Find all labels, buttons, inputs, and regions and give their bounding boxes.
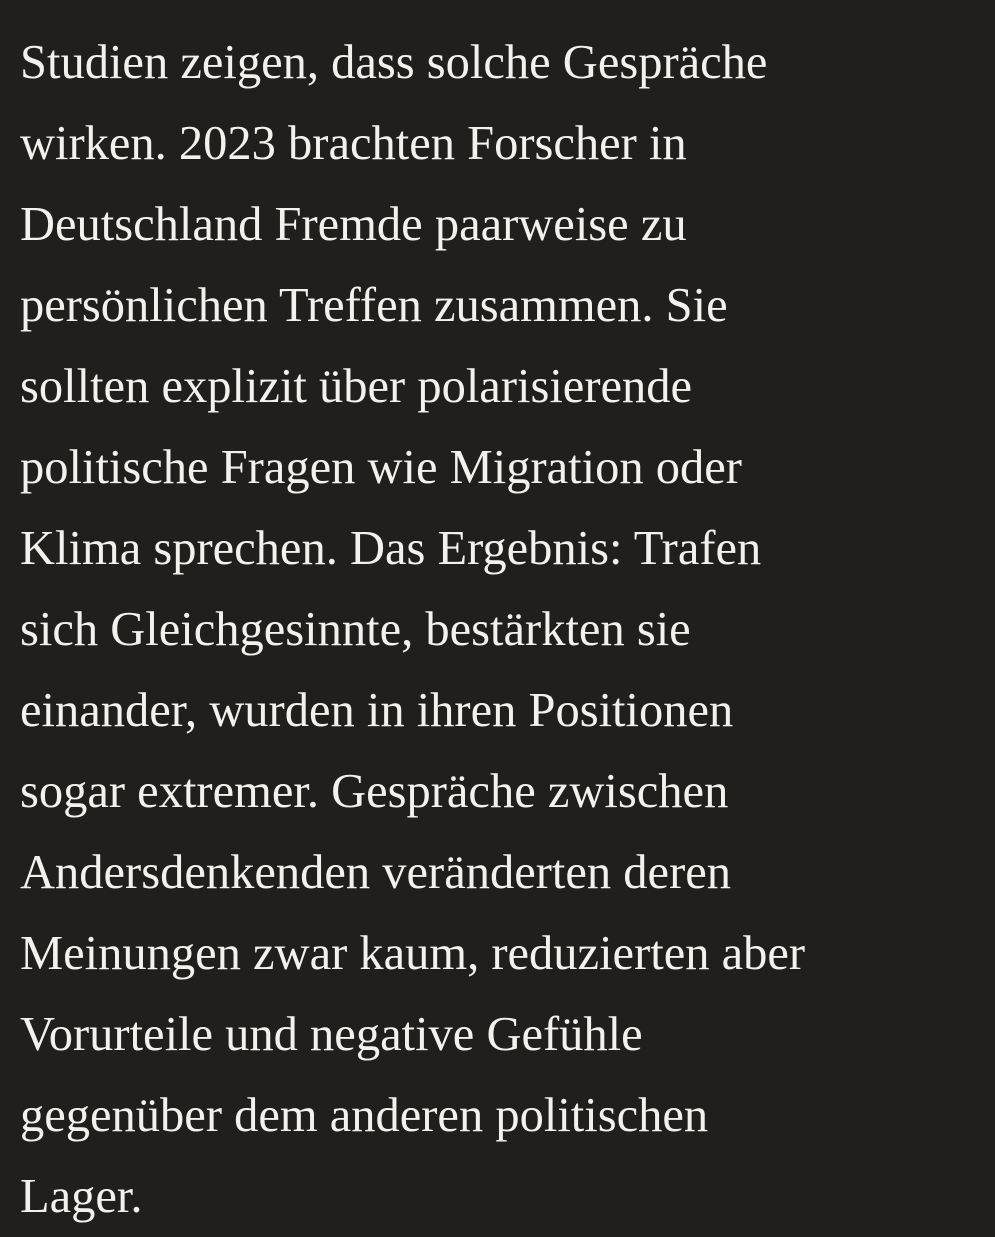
article-paragraph: [20, 22, 985, 1237]
paragraph-line: sich Gleichgesinnte, bestärkten sie: [20, 603, 691, 656]
paragraph-line: sogar extremer. Gespräche zwischen: [20, 765, 729, 818]
paragraph-line: sollten explizit über polarisierende: [20, 360, 693, 413]
paragraph-line: wirken. 2023 brachten Forscher in: [20, 117, 687, 170]
paragraph-line: gegenüber dem anderen politischen: [20, 1089, 709, 1142]
paragraph-line: Deutschland Fremde paarweise zu: [20, 198, 687, 251]
paragraph-line: politische Fragen wie Migration oder: [20, 441, 742, 494]
paragraph-line: Lager.: [20, 1170, 143, 1223]
paragraph-line: Vorurteile und negative Gefühle: [20, 1008, 643, 1061]
paragraph-line: Meinungen zwar kaum, reduzierten aber: [20, 927, 806, 980]
paragraph-line: Klima sprechen. Das Ergebnis: Trafen: [20, 522, 762, 575]
article-body: [20, 22, 985, 1237]
paragraph-line: Andersdenkenden veränderten deren: [20, 846, 731, 899]
paragraph-line: persönlichen Treffen zusammen. Sie: [20, 279, 728, 332]
paragraph-line: Studien zeigen, dass solche Gespräche: [20, 36, 768, 89]
paragraph-line: einander, wurden in ihren Positionen: [20, 684, 734, 737]
